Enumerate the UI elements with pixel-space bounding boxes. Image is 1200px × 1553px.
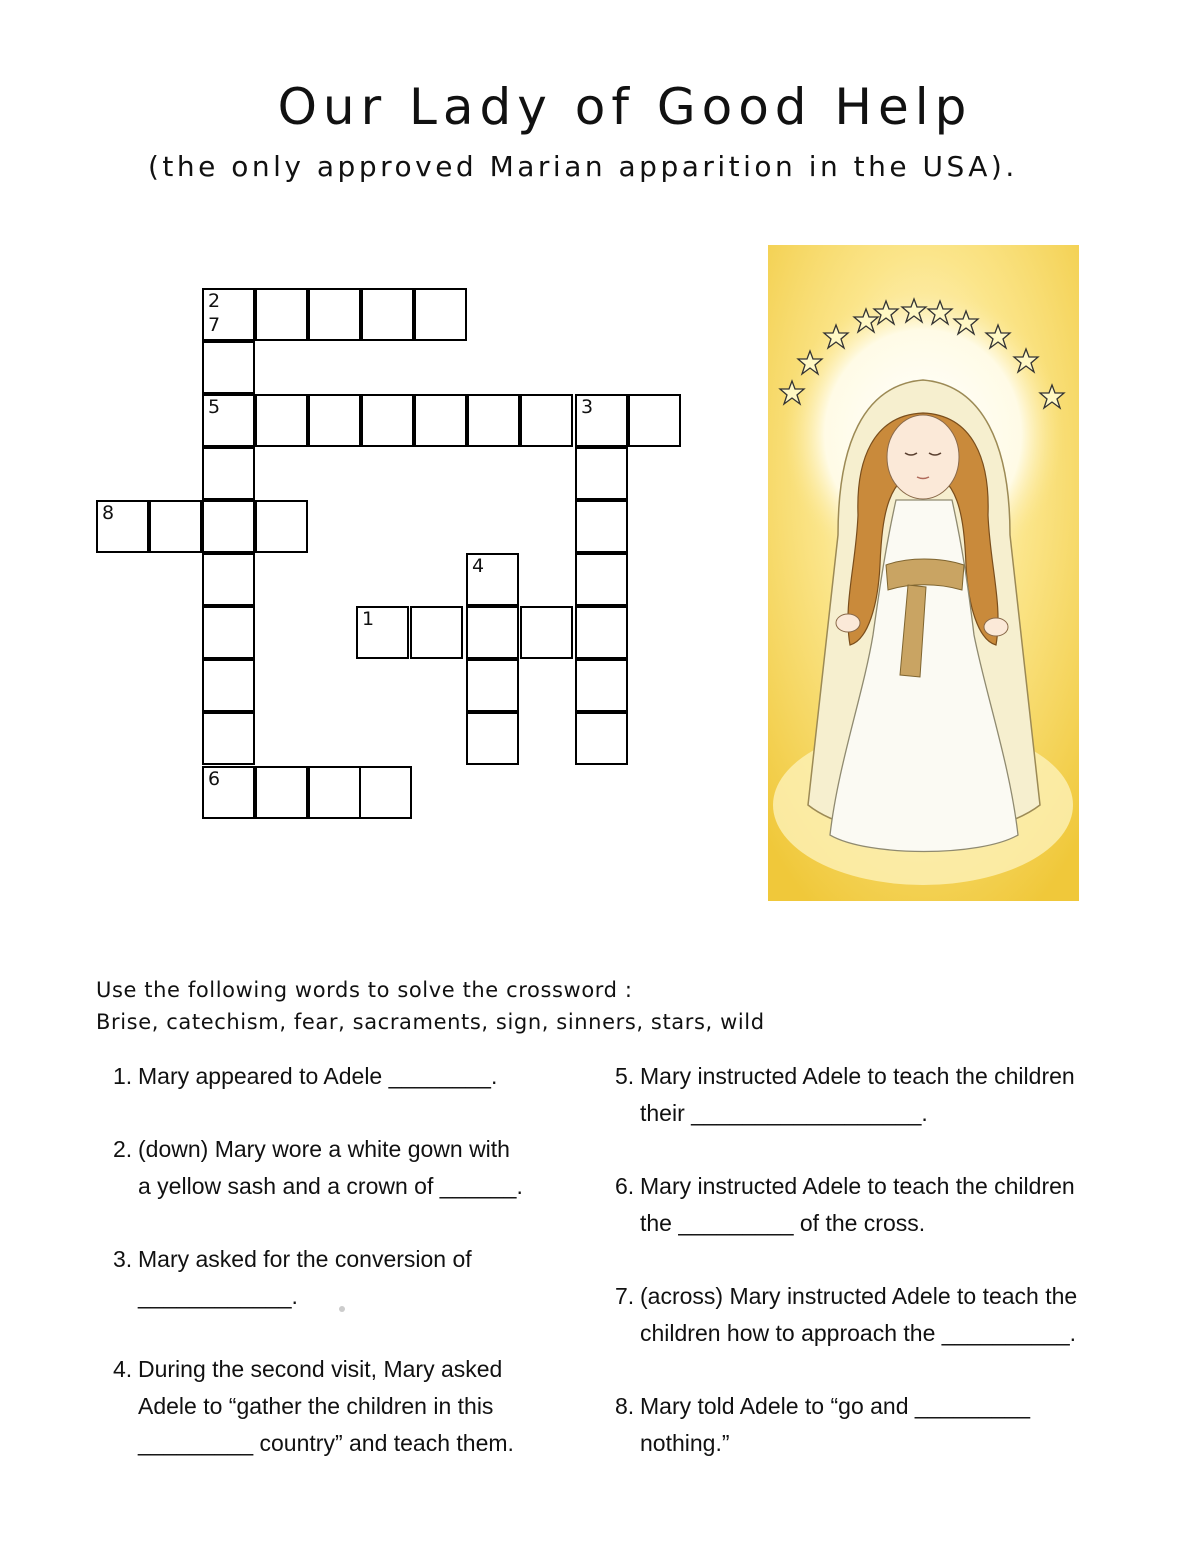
- stray-dot: [339, 1306, 345, 1312]
- clues-right-column: [615, 1058, 1178, 1498]
- instructions: [96, 974, 765, 1038]
- instructions-line-1: Use the following words to solve the crossword :: [96, 978, 633, 1002]
- crossword-cell[interactable]: [202, 553, 255, 606]
- crossword-cell[interactable]: [202, 606, 255, 659]
- crossword-cell[interactable]: [628, 394, 681, 447]
- crossword-cell[interactable]: [466, 553, 519, 606]
- clue-number-6: 6: [208, 768, 221, 790]
- clue-item: 6. Mary instructed Adele to teach the children the _________ of the cross.: [615, 1173, 1075, 1236]
- clue-item: 2. (down) Mary wore a white gown with a yellow sash and a crown of ______.: [113, 1136, 523, 1199]
- crossword-cell[interactable]: [96, 500, 149, 553]
- clue-number-3: 3: [581, 396, 594, 418]
- crossword-cell[interactable]: [467, 394, 520, 447]
- crossword-cell[interactable]: [356, 606, 409, 659]
- crossword-cell[interactable]: [575, 447, 628, 500]
- crossword-cell[interactable]: [255, 766, 308, 819]
- clue-item: 8. Mary told Adele to “go and _________ nothing.”: [615, 1393, 1031, 1456]
- page-subtitle: (the only approved Marian apparition in the USA).: [148, 150, 1018, 183]
- crossword-cell[interactable]: [202, 766, 255, 819]
- crossword-cell[interactable]: [202, 659, 255, 712]
- clue-number-1: 1: [362, 608, 375, 630]
- crossword-cell[interactable]: [466, 659, 519, 712]
- crossword-cell[interactable]: [410, 606, 463, 659]
- crossword-cell[interactable]: [149, 500, 202, 553]
- crossword-cell[interactable]: [202, 288, 255, 341]
- crossword-cell[interactable]: [308, 394, 361, 447]
- clue-number-2: 2: [208, 290, 221, 312]
- clue-item: 3. Mary asked for the conversion of ____________.: [113, 1246, 472, 1309]
- crossword-cell[interactable]: [575, 606, 628, 659]
- crossword-cell[interactable]: [202, 712, 255, 765]
- mary-illustration: [768, 245, 1079, 901]
- crossword-cell[interactable]: [361, 394, 414, 447]
- page-title: Our Lady of Good Help: [277, 78, 973, 136]
- crossword-cell[interactable]: [414, 394, 467, 447]
- crossword-cell[interactable]: [575, 659, 628, 712]
- clue-item: 4. During the second visit, Mary asked Adele to “gather the children in this _________ country” and teach them.: [113, 1356, 514, 1456]
- crossword-cell[interactable]: [466, 606, 519, 659]
- crossword-cell[interactable]: [202, 341, 255, 394]
- crossword-cell[interactable]: [202, 500, 255, 553]
- clue-number-4: 4: [472, 555, 485, 577]
- crossword-cell[interactable]: [255, 500, 308, 553]
- word-bank: Brise, catechism, fear, sacraments, sign, sinners, stars, wild: [96, 1010, 765, 1034]
- crossword-cell[interactable]: [575, 394, 628, 447]
- crossword-cell[interactable]: [520, 606, 573, 659]
- crossword-cell[interactable]: [575, 712, 628, 765]
- crossword-cell[interactable]: [466, 712, 519, 765]
- crossword-cell[interactable]: [255, 288, 308, 341]
- crossword-cell[interactable]: [359, 766, 412, 819]
- crossword-cell[interactable]: [202, 394, 255, 447]
- crossword-cell[interactable]: [575, 500, 628, 553]
- clue-number-8: 8: [102, 502, 115, 524]
- clue-item: 7. (across) Mary instructed Adele to teach the children how to approach the __________.: [615, 1283, 1078, 1346]
- crossword-cell[interactable]: [575, 553, 628, 606]
- crossword-cell[interactable]: [202, 447, 255, 500]
- crossword-cell[interactable]: [361, 288, 414, 341]
- crossword-cell[interactable]: [308, 766, 361, 819]
- clue-number-7: 7: [208, 314, 221, 336]
- crossword-cell[interactable]: [520, 394, 573, 447]
- clues-left-column: [113, 1058, 566, 1498]
- crossword-cell[interactable]: [308, 288, 361, 341]
- clue-item: 1. Mary appeared to Adele ________.: [113, 1063, 498, 1089]
- crossword-cell[interactable]: [255, 394, 308, 447]
- clue-number-5: 5: [208, 396, 221, 418]
- clue-item: 5. Mary instructed Adele to teach the children their __________________.: [615, 1063, 1075, 1126]
- crossword-cell[interactable]: [414, 288, 467, 341]
